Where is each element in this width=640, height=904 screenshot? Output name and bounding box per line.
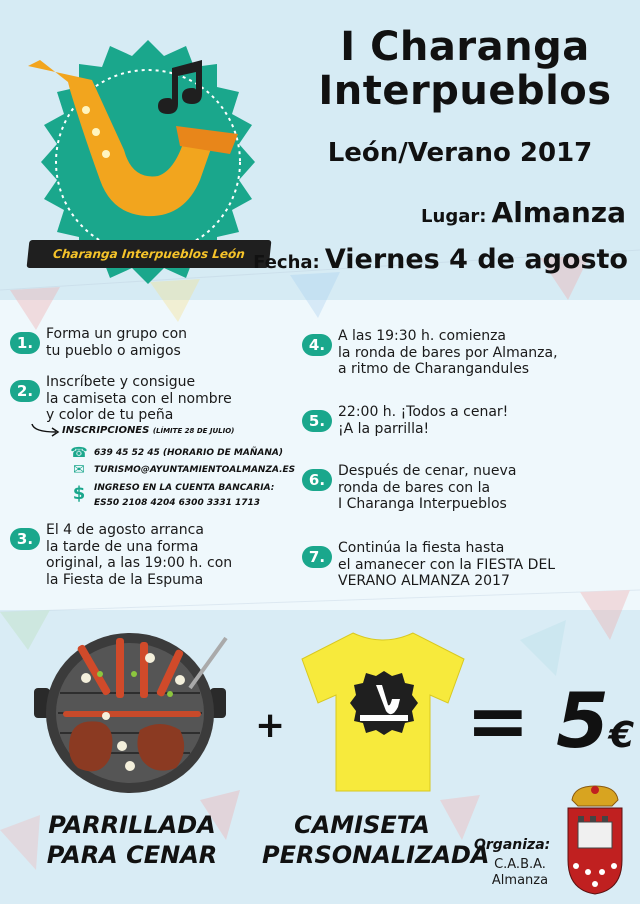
step-text: El 4 de agosto arranca la tarde de una forma original, a las 19:00 h. con la Fiesta de la Espuma [46, 522, 233, 588]
step-6 [302, 463, 516, 513]
bank-row [72, 481, 274, 511]
title-line-1: I Charanga [340, 24, 590, 70]
date-value: Viernes 4 de agosto [324, 244, 628, 275]
phone-icon: ☎ [70, 445, 88, 461]
email-address[interactable]: TURISMO@AYUNTAMIENTOALMANZA.ES [94, 465, 296, 475]
step-number: 6. [302, 469, 332, 491]
coat-of-arms-icon [562, 782, 628, 898]
price-value: = 5 [466, 676, 610, 765]
event-subtitle: León/Verano 2017 [327, 138, 593, 168]
shirt-caption-line-1: CAMISETA [294, 811, 430, 839]
currency-symbol: € [609, 715, 635, 756]
price [466, 676, 634, 781]
grill-caption-line-2: PARA CENAR [46, 841, 218, 869]
tshirt-icon [298, 625, 468, 795]
inscripciones-heading [62, 425, 234, 436]
event-logo-badge [8, 30, 288, 300]
email-row [72, 464, 295, 476]
title-line-2: Interpueblos [318, 68, 612, 114]
inscripciones-label: INSCRIPCIONES [62, 425, 150, 436]
grill-icon [30, 618, 230, 798]
step-number: 4. [302, 334, 332, 356]
location-label: Lugar: [421, 206, 487, 227]
step-text: A las 19:30 h. comienza la ronda de bares por Almanza, a ritmo de Charangandules [338, 328, 558, 377]
dollar-icon: $ [72, 482, 86, 504]
inscripciones-limit: (LÍMITE 28 DE JULIO) [152, 427, 235, 435]
step-5 [302, 404, 508, 437]
step-text: Continúa la fiesta hasta el amanecer con la FIESTA DEL VERANO ALMANZA 2017 [338, 540, 556, 589]
step-number: 2. [10, 380, 40, 402]
step-number: 1. [10, 332, 40, 354]
phone-number[interactable]: 639 45 52 45 (HORARIO DE MAÑANA) [94, 448, 283, 458]
step-text: 22:00 h. ¡Todos a cenar! ¡A la parrilla! [338, 404, 509, 437]
step-number: 5. [302, 410, 332, 432]
date-label: Fecha: [253, 252, 320, 273]
shirt-caption-line-2: PERSONALIZADA [262, 841, 490, 869]
organizer-line-1: C.A.B.A. [494, 857, 546, 872]
step-4 [302, 328, 558, 378]
mail-icon: ✉ [73, 462, 85, 478]
grill-caption-line-1: PARRILLADA [48, 811, 216, 839]
step-1 [10, 326, 187, 359]
step-3 [10, 522, 232, 588]
plus-sign: + [255, 705, 286, 746]
grill-caption [32, 810, 232, 870]
shirt-caption [262, 810, 490, 870]
location [421, 196, 626, 229]
date [253, 244, 628, 275]
badge-ribbon: Charanga Interpueblos León [27, 240, 272, 268]
bank-label: INGRESO EN LA CUENTA BANCARIA: [94, 483, 275, 493]
arrow-icon [30, 422, 62, 438]
organizer-line-2: Almanza [491, 873, 549, 888]
organizer-name [478, 857, 562, 889]
organizer-label: Organiza: [474, 837, 551, 853]
step-text: Después de cenar, nueva ronda de bares con la I Charanga Interpueblos [338, 463, 517, 512]
step-text: Forma un grupo con tu pueblo o amigos [46, 326, 188, 359]
phone-row [72, 447, 283, 459]
location-value: Almanza [491, 196, 626, 229]
step-text: Inscríbete y consigue la camiseta con el nombre y color de tu peña [46, 374, 232, 423]
bank-info [94, 481, 274, 511]
step-number: 3. [10, 528, 40, 550]
step-number: 7. [302, 546, 332, 568]
step-7 [302, 540, 555, 590]
step-2 [10, 374, 232, 424]
bank-number: ES50 2108 4204 6300 3331 1713 [94, 498, 261, 508]
event-title [300, 25, 630, 113]
